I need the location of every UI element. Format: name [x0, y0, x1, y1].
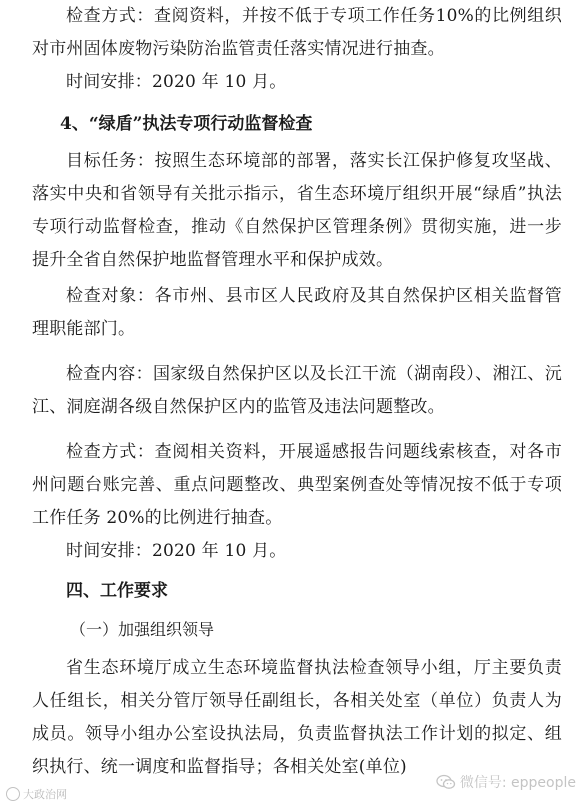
paragraph-inspection-content: 检查内容：国家级自然保护区以及长江干流（湖南段）、湘江、沅江、洞庭湖各级自然保护区内的监管及违法问题整改。: [32, 364, 562, 417]
paragraph-inspection-method-solid-waste: 检查方式：查阅资料，并按不低于专项工作任务10%的比例组织对市州固体废物污染防治监管责任落实情况进行抽查。: [32, 6, 562, 59]
watermark-left: [6, 786, 67, 802]
paragraph-schedule-2: 时间安排：2020 年 10 月。: [66, 541, 287, 561]
paragraph-inspection-method-green-shield: 检查方式：查阅相关资料，开展遥感报告问题线索核查，对各市州问题台账完善、重点问题整改、典型案例查处等情况按不低于专项工作任务 20%的比例进行抽查。: [32, 442, 562, 528]
watermark-logo-icon: [6, 787, 20, 801]
wechat-icon: [436, 774, 456, 790]
section-heading-work-requirements: 四、工作要求: [66, 581, 168, 601]
watermark-right-text: 微信号: eppeople: [459, 775, 576, 791]
heading-green-shield: 4、“绿盾”执法专项行动监督检查: [60, 114, 313, 134]
paragraph-schedule-1: 时间安排：2020 年 10 月。: [66, 72, 287, 92]
subheading-organization-leadership: （一）加强组织领导: [70, 620, 215, 639]
paragraph-leading-group: 省生态环境厅成立生态环境监督执法检查领导小组，厅主要负责人任组长，相关分管厅领导任副组长，各相关处室（单位）负责人为成员。领导小组办公室设执法局，负责监督执法工作计划的拟定、组织执行、统一调度和监督指导；各相关处室(单位): [32, 658, 562, 777]
watermark-right: [436, 772, 576, 792]
paragraph-target-task: 目标任务：按照生态环境部的部署，落实长江保护修复攻坚战、落实中央和省领导有关批示指示，省生态环境厅组织开展“绿盾”执法专项行动监督检查，推动《自然保护区管理条例》贯彻实施，进一步提升全省自然保护地监督管理水平和保护成效。: [32, 151, 562, 270]
paragraph-inspection-object: 检查对象：各市州、县市区人民政府及其自然保护区相关监督管理职能部门。: [32, 286, 562, 339]
watermark-left-text: 大政治网: [23, 788, 67, 801]
